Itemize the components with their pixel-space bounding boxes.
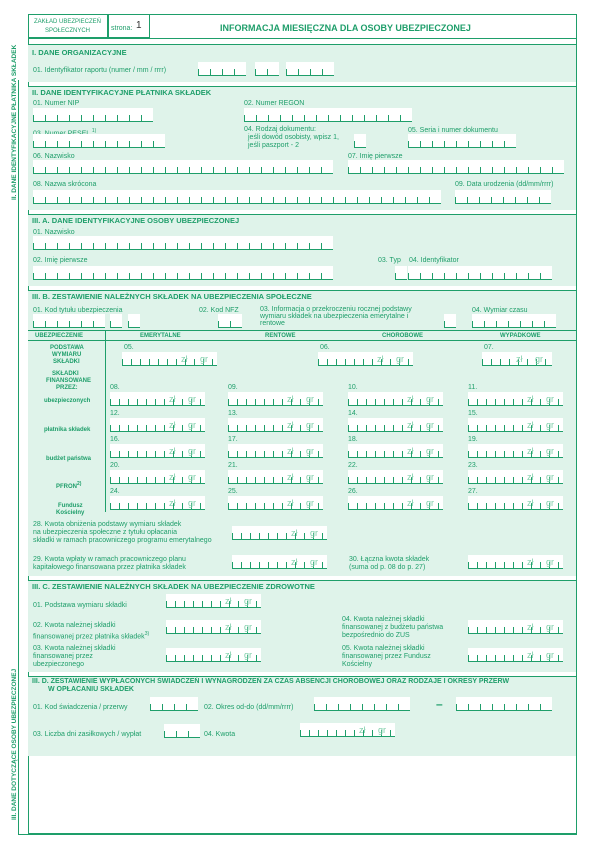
col-ubezpieczenie: UBEZPIECZENIE [35,333,84,339]
shortname-field[interactable] [33,190,441,204]
zl-unit: zł [169,420,176,430]
gr-unit: gr [546,557,555,567]
section-III-bottom [18,834,577,835]
zl-unit: zł [287,420,294,430]
pesel-field[interactable] [33,134,165,148]
field-c02[interactable] [166,620,261,634]
side-label-III: III. DANE DOTYCZĄCE OSOBY UBEZPIECZONEJ [11,668,18,820]
gr-unit: gr [306,420,315,430]
zl-unit: zł [407,472,414,482]
col-rentowe: RENTOWE [265,333,296,339]
field-d04[interactable] [300,723,395,737]
exceed-label1: 03. Informacja o przekroczeniu rocznej podstawy [260,306,412,313]
gr-unit: gr [188,446,197,456]
c02-label1: 02. Kwota należnej składki [33,622,116,629]
d01-label: 01. Kod świadczenia / przerwy [33,704,128,711]
zl-unit: zł [225,650,232,660]
gr-unit: gr [306,472,315,482]
field-c04[interactable] [468,620,563,634]
field-n26-label: 26. [348,488,358,495]
field-n18-label: 18. [348,436,358,443]
gr-unit: gr [244,650,253,660]
gr-unit: gr [426,472,435,482]
zl-unit: zł [291,557,298,567]
gr-unit: gr [188,420,197,430]
firstname-field[interactable] [348,160,564,174]
gr-unit: gr [426,394,435,404]
field-n17-label: 17. [228,436,238,443]
doctype-label2: jeśli dowód osobisty, wpisz 1, [248,134,339,141]
worktime-field[interactable] [472,314,556,328]
table-header-rule-bottom [28,340,576,341]
zl-unit: zł [181,354,188,364]
ins-code-field2[interactable] [110,314,122,328]
field-n18[interactable] [348,444,443,458]
field-n25-label: 25. [228,488,238,495]
field-n22-label: 22. [348,462,358,469]
zl-unit: zł [407,394,414,404]
zl-unit: zł [527,557,534,567]
field-n27-label: 27. [468,488,478,495]
row-fin-3: PRZEZ: [56,385,78,391]
row-fin-1: SKŁADKI [52,371,79,377]
c02-label2: finansowanej przez płatnika składek$^{3)}$ [33,631,150,641]
gr-unit: gr [188,394,197,404]
field-n23[interactable] [468,470,563,484]
zl-unit: zł [516,354,523,364]
f28-label3: składki w ramach pracowniczego programu emerytalnego [33,537,212,544]
gr-unit: gr [426,446,435,456]
pesel-label: 1) [91,128,97,134]
field-n11-label: 11. [468,384,478,391]
d02-dash: – [436,697,443,711]
field-n11[interactable] [468,392,563,406]
doctype-label3: jeśli paszport - 2 [248,142,299,149]
d03-label: 03. Liczba dni zasiłkowych / wypłat [33,731,142,738]
field-n06-label: 06. [320,344,330,351]
report-id-year[interactable] [286,62,334,76]
field-n17[interactable] [228,444,323,458]
zl-unit: zł [287,394,294,404]
field-n13[interactable] [228,418,323,432]
surname-label: 06. Nazwisko [33,153,75,160]
exceed-label3: rentowe [260,320,285,327]
d03-field[interactable] [164,724,200,738]
d02-from-field[interactable] [314,697,410,711]
nip-field[interactable] [33,108,153,122]
report-id-label: 01. Identyfikator raportu (numer / mm / rrrr) [33,67,167,74]
ins-code-field[interactable] [33,314,105,328]
row-fk-2: Kościelny [56,510,85,516]
field-n13-label: 13. [228,410,238,417]
field-c01[interactable] [166,594,261,608]
gr-unit: gr [310,557,319,567]
field-n15[interactable] [468,418,563,432]
gr-unit: gr [546,498,555,508]
gr-unit: gr [188,498,197,508]
row-fk-1: Fundusz [58,503,83,509]
surname-field[interactable] [33,160,333,174]
row-base-3: SKŁADKI [53,359,80,365]
row-ubezpieczonych: ubezpieczonych [44,398,91,404]
c04-label2: finansowanej z budżetu państwa [342,624,444,631]
shortname-label: 08. Nazwa skrócona [33,181,97,188]
field-n14-label: 14. [348,410,358,417]
gr-unit: gr [535,354,544,364]
f30-label2: (suma od p. 08 do p. 27) [349,564,426,571]
gr-unit: gr [310,528,319,538]
gr-unit: gr [378,725,387,735]
zl-unit: zł [527,650,534,660]
zl-unit: zł [359,725,366,735]
field-n24-label: 24. [110,488,120,495]
c04-label1: 04. Kwota należnej składki [342,616,425,623]
docnum-field[interactable] [408,134,516,148]
zl-unit: zł [527,472,534,482]
gr-unit: gr [396,354,405,364]
ins-id-field[interactable] [408,266,552,280]
zl-unit: zł [169,472,176,482]
field-n23-label: 23. [468,462,478,469]
ins-firstname-field[interactable] [33,266,333,280]
f28-label2: na ubezpieczenia społeczne z tytułu opłacania [33,529,177,536]
d02-to-field[interactable] [456,697,552,711]
field-n05-label: 05. [124,344,134,351]
field-n16-label: 16. [110,436,120,443]
zl-unit: zł [169,446,176,456]
page-title: INFORMACJA MIESIĘCZNA DLA OSOBY UBEZPIECZONEJ [220,23,471,33]
ins-id-label: 04. Identyfikator [409,257,459,264]
field-n12-label: 12. [110,410,120,417]
field-n21-label: 21. [228,462,238,469]
gr-unit: gr [306,394,315,404]
section-II-title: II. DANE IDENTYFIKACYJNE PŁATNIKA SKŁADEK [32,88,212,97]
ins-surname-field[interactable] [33,236,333,250]
row-budzet: budżet państwa [46,456,92,462]
field-n26[interactable] [348,496,443,510]
section-I-title: I. DANE ORGANIZACYJNE [32,48,127,57]
field-c05[interactable] [468,648,563,662]
zl-unit: zł [225,596,232,606]
field-n06[interactable] [318,352,413,366]
field-n09-label: 09. [228,384,238,391]
zl-unit: zł [377,354,384,364]
section-IIID-title2: W OPŁACANIU SKŁADEK [48,686,134,693]
row-base-2: WYMIARU [52,352,82,358]
table-col-rule [105,330,106,512]
f29-label1: 29. Kwota wpłaty w ramach pracowniczego planu [33,556,186,563]
page-label: strona: [111,25,133,32]
d01-field[interactable] [150,697,198,711]
exceed-field[interactable] [444,314,456,328]
col-chorobowe: CHOROBOWE [382,333,423,339]
ins-surname-label: 01. Nazwisko [33,229,75,236]
nfz-field[interactable] [218,314,242,328]
row-pfron: PFRON$^{2)}$ [56,481,82,490]
gr-unit: gr [244,596,253,606]
zl-unit: zł [225,622,232,632]
field-n27[interactable] [468,496,563,510]
zl-unit: zł [527,394,534,404]
header-rule [28,38,577,39]
field-n12[interactable] [110,418,205,432]
field-n08[interactable] [110,392,205,406]
field-n07[interactable] [482,352,552,366]
d02-label: 02. Okres od-do (dd/mm/rrrr) [204,704,294,711]
gr-unit: gr [188,472,197,482]
col-wypadkowe: WYPADKOWE [500,333,541,339]
nfz-label: 02. Kod NFZ [199,307,239,314]
table-header-bg [28,331,576,340]
doctype-label1: 04. Rodzaj dokumentu: [244,126,316,133]
field-n07-label: 07. [484,344,494,351]
field-n05[interactable] [122,352,217,366]
zus-line1: ZAKŁAD UBEZPIECZEŃ [34,19,102,25]
c03-label2: finansowanej przez [33,653,93,660]
c03-label3: ubezpieczonego [33,661,84,668]
report-id-number[interactable] [198,62,246,76]
gr-unit: gr [546,394,555,404]
zl-unit: zł [527,622,534,632]
c05-label2: finansowanej przez Fundusz [342,653,431,660]
field-n19[interactable] [468,444,563,458]
regon-field[interactable] [244,108,412,122]
section-IIIB-title: III. B. ZESTAWIENIE NALEŻNYCH SKŁADEK NA UBEZPIECZENIA SPOŁECZNE [32,292,312,301]
gr-unit: gr [200,354,209,364]
section-IIID-title1: III. D. ZESTAWIENIE WYPŁACONYCH ŚWIADCZEŃ I WYNAGRODZEŃ ZA CZAS ABSENCJI CHOROBOWEJ ORAZ RODZAJE I OKRESY PRZERW [32,678,510,685]
gr-unit: gr [546,446,555,456]
zl-unit: zł [407,420,414,430]
ins-code-field3[interactable] [128,314,140,328]
field-29[interactable] [232,555,327,569]
field-n10[interactable] [348,392,443,406]
field-n08-label: 08. [110,384,120,391]
zl-unit: zł [291,528,298,538]
firstname-label: 07. Imię pierwsze [348,153,403,160]
field-n20[interactable] [110,470,205,484]
page-number: 1 [136,20,142,31]
gr-unit: gr [546,420,555,430]
row-fin-2: FINANSOWANE [46,378,91,384]
zl-unit: zł [527,498,534,508]
zl-unit: zł [169,498,176,508]
c04-label3: bezpośrednio do ZUS [342,632,410,639]
c01-label: 01. Podstawa wymiaru składki [33,602,127,609]
row-platnika: płatnika składek [44,427,91,433]
field-n20-label: 20. [110,462,120,469]
docnum-label: 05. Seria i numer dokumentu [408,127,498,134]
gr-unit: gr [426,420,435,430]
field-28[interactable] [232,526,327,540]
zl-unit: zł [287,498,294,508]
regon-label: 02. Numer REGON [244,100,305,107]
field-n24[interactable] [110,496,205,510]
zl-unit: zł [527,420,534,430]
c03-label1: 03. Kwota należnej składki [33,645,116,652]
gr-unit: gr [244,622,253,632]
zl-unit: zł [527,446,534,456]
gr-unit: gr [426,498,435,508]
field-n15-label: 15. [468,410,478,417]
ins-type-label: 03. Typ [378,257,401,264]
c05-label3: Kościelny [342,661,372,668]
field-n22[interactable] [348,470,443,484]
gr-unit: gr [546,650,555,660]
f28-label1: 28. Kwota obniżenia podstawy wymiaru składek [33,521,182,528]
gr-unit: gr [306,498,315,508]
gr-unit: gr [546,622,555,632]
field-n21[interactable] [228,470,323,484]
zl-unit: zł [407,498,414,508]
birthdate-field[interactable] [455,190,551,204]
d04-label: 04. Kwota [204,731,236,738]
field-n09[interactable] [228,392,323,406]
field-n19-label: 19. [468,436,478,443]
gr-unit: gr [546,472,555,482]
field-n14[interactable] [348,418,443,432]
section-IIIA-title: III. A. DANE IDENTYFIKACYJNE OSOBY UBEZPIECZONEJ [32,216,240,225]
exceed-label2: wymiaru składek na ubezpieczenia emerytalne i [260,313,409,320]
zl-unit: zł [407,446,414,456]
doctype-field[interactable] [354,134,366,148]
ins-firstname-label: 02. Imię pierwsze [33,257,88,264]
f30-label1: 30. Łączna kwota składek [349,556,430,563]
side-label-II: II. DANE IDENTYFIKACYJNE PŁATNIKA SKŁADEK [11,44,18,200]
col-emerytalne: EMERYTALNE [140,333,181,339]
gr-unit: gr [306,446,315,456]
f29-label2: kapitałowego finansowana przez płatnika składek [33,564,186,571]
c05-label1: 05. Kwota należnej składki [342,645,425,652]
ins-code-label: 01. Kod tytułu ubezpieczenia [33,307,123,314]
zus-line2: SPOŁECZNYCH [45,28,91,34]
field-c03[interactable] [166,648,261,662]
ins-type-field[interactable] [395,266,407,280]
field-n10-label: 10. [348,384,358,391]
left-rule [18,80,19,834]
nip-label: 01. Numer NIP [33,100,80,107]
worktime-label: 04. Wymiar czasu [472,307,528,314]
zl-unit: zł [287,472,294,482]
section-IIIC-title: III. C. ZESTAWIENIE NALEŻNYCH SKŁADEK NA UBEZPIECZENIE ZDROWOTNE [32,582,315,591]
zl-unit: zł [169,394,176,404]
field-30[interactable] [468,555,563,569]
report-id-month[interactable] [255,62,279,76]
row-base-1: PODSTAWA [50,345,84,351]
birthdate-label: 09. Data urodzenia (dd/mm/rrrr) [455,181,554,188]
field-n16[interactable] [110,444,205,458]
field-n25[interactable] [228,496,323,510]
zl-unit: zł [287,446,294,456]
